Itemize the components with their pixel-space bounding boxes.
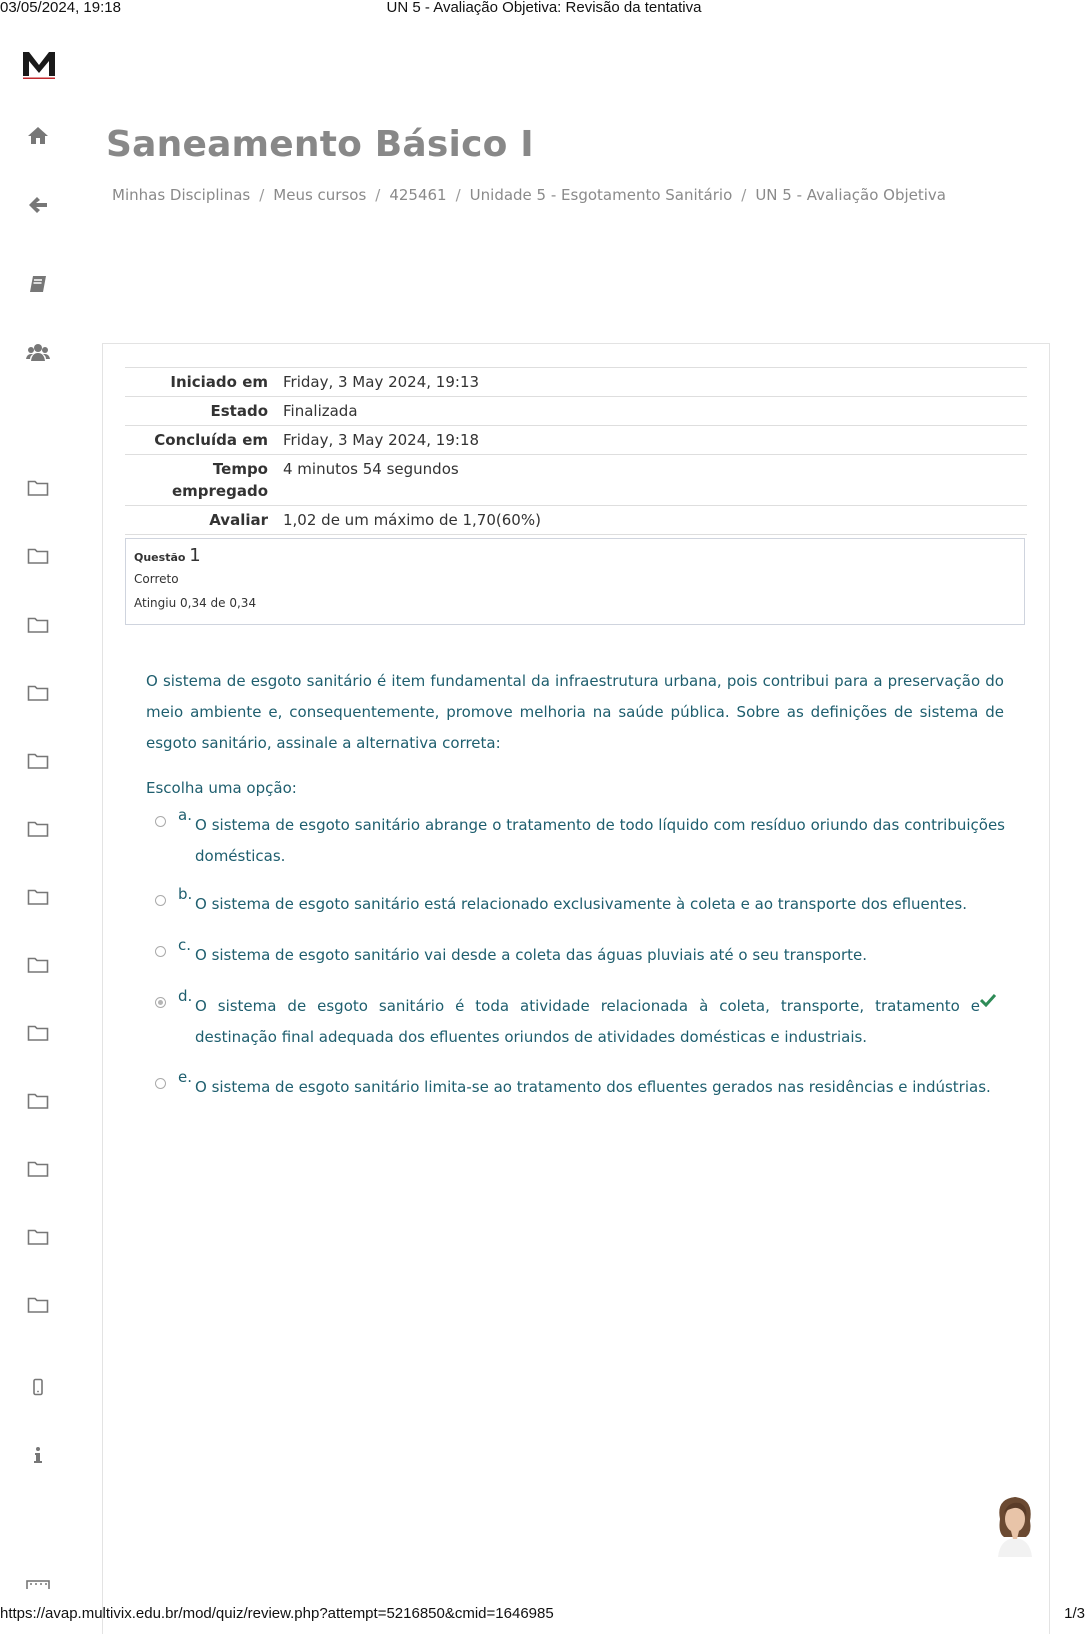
option-text: O sistema de esgoto sanitário é toda atividade relacionada à coleta, transporte, tratamento e destinação final adequada dos efluentes oriundos de atividades domésticas e industriais. (195, 997, 980, 1046)
radio-button[interactable] (155, 895, 166, 906)
option-text: O sistema de esgoto sanitário está relacionado exclusivamente à coleta e ao transporte dos efluentes. (195, 895, 967, 913)
question-number-value: 1 (189, 545, 201, 566)
site-logo[interactable] (22, 48, 56, 80)
summary-value: Friday, 3 May 2024, 19:13 (283, 373, 480, 391)
summary-label: Iniciado em (170, 373, 268, 391)
print-header (0, 0, 1088, 18)
users-icon[interactable] (24, 340, 52, 364)
keyboard-icon[interactable] (24, 1575, 52, 1589)
assistant-avatar[interactable] (992, 1493, 1038, 1557)
summary-value: Finalizada (283, 402, 358, 420)
summary-value: Friday, 3 May 2024, 19:18 (283, 431, 480, 449)
page-title: Saneamento Básico I (106, 124, 534, 165)
summary-row-state (125, 397, 1027, 426)
folder-icon[interactable] (24, 1225, 52, 1249)
breadcrumb-item[interactable]: UN 5 - Avaliação Objetiva (755, 186, 946, 204)
folder-icon[interactable] (24, 1089, 52, 1113)
folder-icon[interactable] (24, 681, 52, 705)
summary-label: Tempo empregado (171, 460, 268, 500)
book-icon[interactable] (24, 272, 52, 296)
folder-icon[interactable] (24, 544, 52, 568)
print-page-number: 1/3 (1064, 1605, 1085, 1622)
breadcrumb (112, 186, 946, 204)
print-datetime: 03/05/2024, 19:18 (0, 0, 121, 16)
breadcrumb-item[interactable]: Minhas Disciplinas (112, 186, 251, 204)
breadcrumb-separator: / (375, 186, 381, 204)
summary-row-completed (125, 426, 1027, 455)
question-number (134, 545, 1016, 566)
breadcrumb-item[interactable]: Meus cursos (273, 186, 367, 204)
option-text: O sistema de esgoto sanitário limita-se ao tratamento dos efluentes gerados nas residências e indústrias. (195, 1078, 991, 1096)
option-letter: c. (178, 936, 192, 954)
answer-option-b[interactable] (155, 885, 1005, 920)
attempt-summary-table (125, 367, 1027, 535)
question-grade: Atingiu 0,34 de 0,34 (134, 596, 257, 610)
correct-check-icon (980, 993, 996, 1012)
radio-button[interactable] (155, 816, 166, 827)
folder-icon[interactable] (24, 885, 52, 909)
summary-row-grade (125, 506, 1027, 535)
summary-label: Concluída em (154, 431, 268, 449)
folder-icon[interactable] (24, 953, 52, 977)
folder-icon[interactable] (24, 476, 52, 500)
print-footer (0, 1605, 1088, 1625)
summary-label: Avaliar (209, 511, 268, 529)
option-letter: d. (178, 987, 193, 1005)
breadcrumb-item[interactable]: 425461 (389, 186, 447, 204)
answer-option-e[interactable] (155, 1068, 1005, 1103)
summary-row-time (125, 455, 1027, 506)
question-info (125, 538, 1025, 625)
folder-icon[interactable] (24, 1293, 52, 1317)
breadcrumb-item[interactable]: Unidade 5 - Esgotamento Sanitário (469, 186, 733, 204)
radio-button[interactable] (155, 1078, 166, 1089)
review-container (102, 343, 1050, 1634)
answer-option-d[interactable] (155, 987, 980, 1053)
answer-option-a[interactable] (155, 806, 1005, 872)
answer-prompt: Escolha uma opção: (146, 779, 297, 797)
question-state: Correto (134, 572, 179, 586)
answer-option-c[interactable] (155, 936, 1005, 971)
radio-button[interactable] (155, 946, 166, 957)
option-letter: a. (178, 806, 192, 824)
option-letter: e. (178, 1068, 192, 1086)
folder-icon[interactable] (24, 1021, 52, 1045)
question-text: O sistema de esgoto sanitário é item fundamental da infraestrutura urbana, pois contribui para a preservação do meio ambiente e, consequentemente, promove melhoria na saúde pública. Sobre as definições de sistema de esgoto sanitário, assinale a alternativa correta: (146, 672, 1004, 752)
summary-value: 4 minutos 54 segundos (283, 460, 459, 478)
option-text: O sistema de esgoto sanitário abrange o tratamento de todo líquido com resíduo oriundo das contribuições domésticas. (195, 816, 1005, 865)
info-icon[interactable] (24, 1443, 52, 1467)
breadcrumb-separator: / (741, 186, 747, 204)
breadcrumb-separator: / (259, 186, 265, 204)
folder-icon[interactable] (24, 1157, 52, 1181)
summary-label: Estado (210, 402, 268, 420)
option-letter: b. (178, 885, 193, 903)
folder-icon[interactable] (24, 749, 52, 773)
print-url: https://avap.multivix.edu.br/mod/quiz/review.php?attempt=5216850&cmid=1646985 (0, 1605, 554, 1622)
question-label: Questão (134, 551, 186, 564)
radio-button-selected[interactable] (155, 997, 166, 1008)
option-text: O sistema de esgoto sanitário vai desde a coleta das águas pluviais até o seu transporte. (195, 946, 867, 964)
summary-row-started (125, 368, 1027, 397)
home-icon[interactable] (24, 123, 52, 147)
arrow-left-icon[interactable] (24, 193, 52, 217)
summary-value: 1,02 de um máximo de 1,70(60%) (283, 511, 541, 529)
folder-icon[interactable] (24, 817, 52, 841)
folder-icon[interactable] (24, 613, 52, 637)
breadcrumb-separator: / (455, 186, 461, 204)
print-title: UN 5 - Avaliação Objetiva: Revisão da tentativa (386, 0, 702, 16)
mobile-icon[interactable] (24, 1375, 52, 1399)
